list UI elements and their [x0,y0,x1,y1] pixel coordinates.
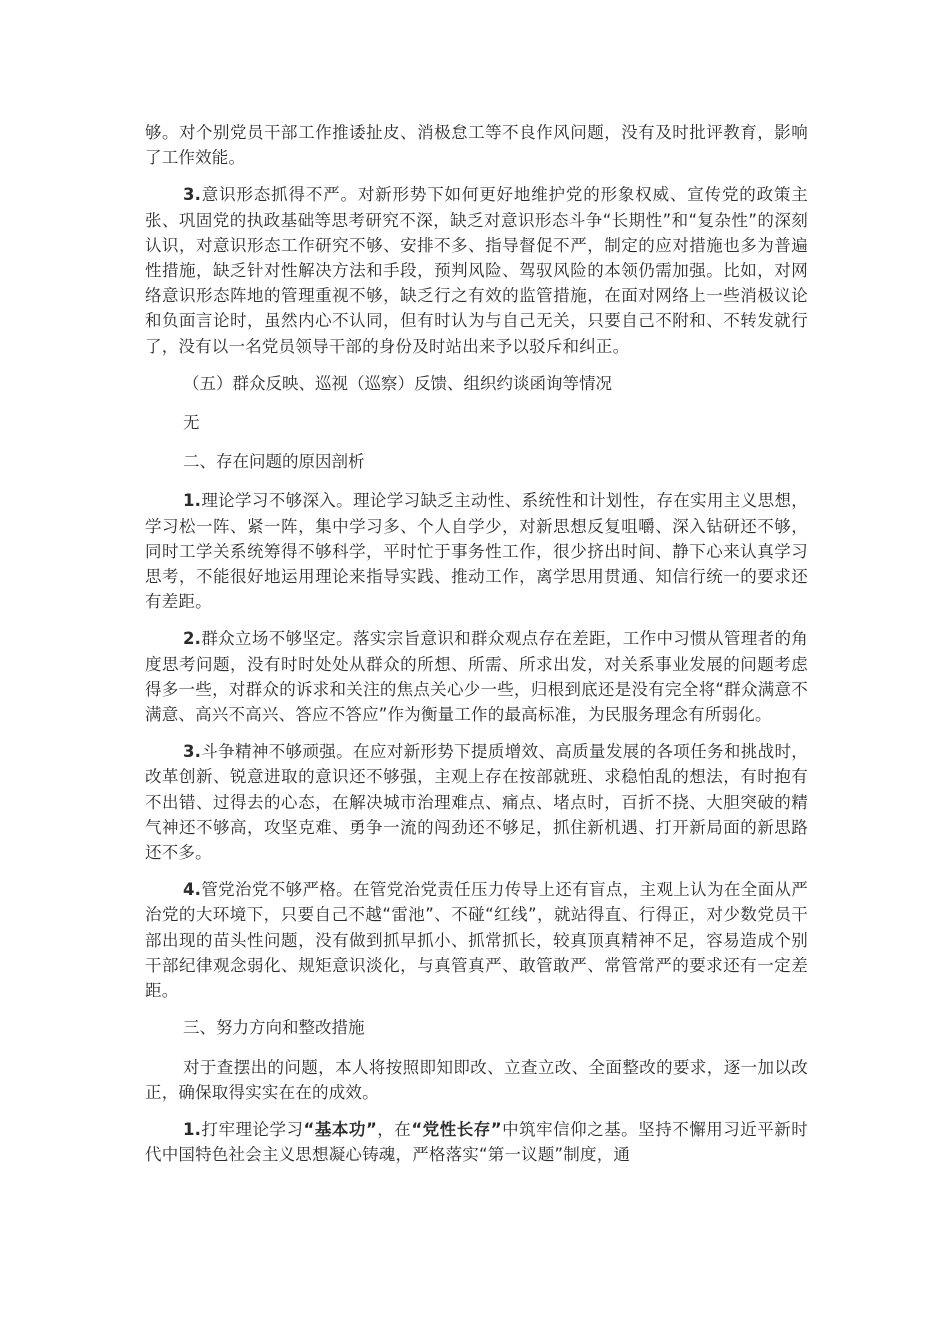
paragraph [145,739,808,865]
heading-text: 二、存在问题的原因剖析 [183,452,365,472]
paragraph-text: 对于查摆出的问题，本人将按照即知即改、立查立改、全面整改的要求，逐一加以改正，确保取得实实在在的成效。 [145,1057,808,1102]
item-number: 2. [183,629,202,649]
paragraph-text: 够。对个别党员干部工作推诿扯皮、消极怠工等不良作风问题，没有及时批评教育，影响了工作效能。 [145,123,808,168]
heading-text: （五）群众反映、巡视（巡察）反馈、组织约谈函询等情况 [183,373,612,393]
paragraph [145,120,808,170]
item-number: 3. [183,742,202,762]
document-page [145,120,808,1179]
section-heading [145,449,808,474]
item-number: 4. [183,880,202,900]
paragraph [145,1117,808,1167]
paragraph [145,410,808,435]
paragraph-text: 理论学习不够深入。理论学习缺乏主动性、系统性和计划性，存在实用主义思想，学习松一阵、紧一阵，集中学习多、个人自学少，对新思想反复咀嚼、深入钻研还不够，同时工学关系统筹得不够科学，平时忙于事务性工作，很少挤出时间、静下心来认真学习思考，不能很好地运用理论来指导实践、推动工作，离学思用贯通、知信行统一的要求还有差距。 [145,491,808,612]
item-number: 1. [183,491,202,511]
paragraph [145,877,808,1003]
paragraph-text: 中筑牢信仰之基。坚持不懈用习近平新时代中国特色社会主义思想凝心铸魂，严格落实“第一议题”制度，通 [145,1119,808,1165]
paragraph-text: 意识形态抓得不严。对新形势下如何更好地维护党的形象权威、宣传党的政策主张、巩固党的执政基础等思考研究不深，缺乏对意识形态斗争“长期性”和“复杂性”的深刻认识，对意识形态工作研究不够、安排不多、指导督促不严，制定的应对措施也多为普遍性措施，缺乏针对性解决方法和手段，预判风险、驾驭风险的本领仍需加强。比如，对网络意识形态阵地的管理重视不够，缺乏行之有效的监管措施，在面对网络上一些消极议论和负面言论时，虽然内心不认同，但有时认为与自己无关，只要自己不附和、不转发就行了，没有以一名党员领导干部的身份及时站出来予以驳斥和纠正。 [145,185,808,356]
paragraph-text: 管党治党不够严格。在管党治党责任压力传导上还有盲点，主观上认为在全面从严治党的大环境下，只要自己不越“雷池”、不碰“红线”，就站得直、行得正，对少数党员干部出现的苗头性问题，没有做到抓早抓小、抓常抓长，较真顶真精神不足，容易造成个别干部纪律观念弱化、规矩意识淡化，与真管真严、敢管敢严、常管常严的要求还有一定差距。 [145,880,808,1001]
paragraph-text: 无 [183,413,200,433]
paragraph-text: 群众立场不够坚定。落实宗旨意识和群众观点存在差距，工作中习惯从管理者的角度思考问题，没有时时处处从群众的所想、所需、所求出发，对关系事业发展的问题考虑得多一些，对群众的诉求和关注的焦点关心少一些，归根到底还是没有完全将“群众满意不满意、高兴不高兴、答应不答应”作为衡量工作的最高标准，为民服务理念有所弱化。 [145,629,808,725]
emphasis-text: “基本功” [303,1119,377,1139]
paragraph [145,488,808,614]
paragraph-text: 斗争精神不够顽强。在应对新形势下提质增效、高质量发展的各项任务和挑战时，改革创新、锐意进取的意识还不够强，主观上存在按部就班、求稳怕乱的想法，有时抱有不出错、过得去的心态，在解决城市治理难点、痛点、堵点时，百折不挠、大胆突破的精气神还不够高，攻坚克难、勇争一流的闯劲还不够足，抓住新机遇、打开新局面的新思路还不多。 [145,742,808,863]
emphasis-text: “党性长存” [411,1119,502,1139]
paragraph [145,626,808,727]
section-heading [145,1015,808,1040]
paragraph [145,1055,808,1105]
paragraph [145,182,808,358]
item-number: 1. [183,1119,202,1139]
paragraph-title: ，在 [376,1119,412,1139]
paragraph-title: 打牢理论学习 [201,1119,304,1139]
heading-text: 三、努力方向和整改措施 [183,1018,365,1038]
item-number: 3. [183,185,202,205]
section-heading [145,371,808,396]
